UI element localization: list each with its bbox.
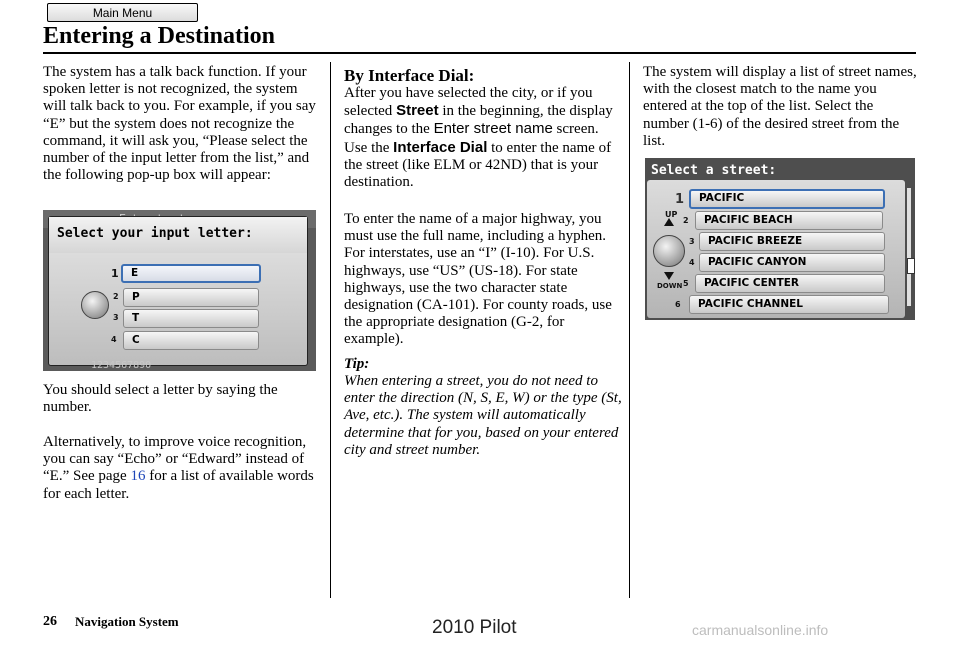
highway-paragraph: To enter the name of a major highway, you must use the full name, including a hyphen. For interstates, use an “I” (I-10). For U.S. highways, use “US” (US-18). For state highways, use the two character state designation (CA-101). For county roads, use the appropriate designation (G-2, for example). — [344, 211, 612, 348]
column-divider-2 — [629, 62, 630, 598]
letter-row-t[interactable]: T — [123, 309, 259, 328]
footer-section: Navigation System — [75, 614, 179, 629]
up-arrow-icon[interactable] — [664, 218, 674, 226]
interface-dial-heading: By Interface Dial: — [344, 66, 475, 85]
page-number: 26 — [43, 614, 57, 629]
letter-row-number: 3 — [113, 313, 119, 322]
interface-dial-paragraph: After you have selected the city, or if you selected Street in the beginning, the display changes to the Enter street name screen. Use the Interface Dial to enter the name of the street (like ELM or 42ND) that is your destination. — [344, 85, 613, 191]
letter-row-number: 1 — [111, 267, 119, 280]
letter-row-c[interactable]: C — [123, 331, 259, 350]
select-letter-paragraph: You should select a letter by saying the number. — [43, 382, 278, 416]
letter-row-e[interactable]: E — [121, 264, 261, 283]
letter-row-number: 4 — [111, 335, 117, 344]
street-row-pacific-canyon[interactable]: PACIFIC CANYON — [699, 253, 885, 272]
down-arrow-icon[interactable] — [664, 272, 674, 280]
page-title: Entering a Destination — [43, 23, 276, 49]
street-row-pacific-beach[interactable]: PACIFIC BEACH — [695, 211, 883, 230]
model-watermark: 2010 Pilot — [432, 617, 517, 638]
scrollbar[interactable] — [907, 188, 911, 306]
main-menu-button[interactable]: Main Menu — [47, 3, 198, 22]
site-watermark: carmanualsonline.info — [692, 622, 829, 638]
up-label[interactable]: UP — [665, 210, 678, 219]
street-row-number: 3 — [689, 237, 695, 246]
talk-back-paragraph: The system has a talk back function. If your spoken letter is not recognized, the system will talk back to you. For example, if you say “E” but the system does not recognize the command, it will ask you, “Please select the number of the input letter from the list,” and the following pop-up box will appear: — [43, 64, 316, 184]
street-row-pacific[interactable]: PACIFIC — [689, 189, 885, 209]
tip-label: Tip: — [344, 356, 370, 372]
letter-row-p[interactable]: P — [123, 288, 259, 307]
street-row-pacific-breeze[interactable]: PACIFIC BREEZE — [699, 232, 885, 251]
street-row-number: 5 — [683, 279, 689, 288]
letter-screen-title: Select your input letter: — [57, 226, 253, 241]
letter-select-screen — [43, 210, 316, 371]
street-row-number: 2 — [683, 216, 689, 225]
street-row-pacific-channel[interactable]: PACIFIC CHANNEL — [689, 295, 889, 314]
dial-icon — [81, 291, 109, 319]
street-row-number: 6 — [675, 300, 681, 309]
street-row-number: 1 — [675, 192, 685, 207]
dial-icon — [653, 235, 685, 267]
street-screen-title: Select a street: — [651, 163, 777, 178]
page-16-link[interactable]: 16 — [130, 468, 146, 485]
letter-row-number: 2 — [113, 292, 119, 301]
street-row-number: 4 — [689, 258, 695, 267]
street-row-pacific-center[interactable]: PACIFIC CENTER — [695, 274, 885, 293]
scrollbar-thumb[interactable] — [907, 258, 915, 274]
screen-digit-row: 1234567890 — [91, 360, 152, 371]
tip-text: When entering a street, you do not need to enter the direction (N, S, E, W) or the type (St, Ave, etc.). The system will automatically determine that for you, based on your entered city and street number. — [344, 373, 622, 458]
down-label[interactable]: DOWN — [657, 282, 683, 290]
column-divider-1 — [330, 62, 331, 598]
street-select-screen — [645, 158, 915, 320]
voice-recognition-paragraph: Alternatively, to improve voice recognition, you can say “Echo” or “Edward” instead of “E.” See page 16 for a list of available words for each letter. — [43, 434, 314, 502]
title-rule — [43, 52, 916, 54]
street-list-paragraph: The system will display a list of street names, with the closest match to the name you entered at the top of the list. Select the number (1-6) of the desired street from the list. — [643, 64, 917, 149]
